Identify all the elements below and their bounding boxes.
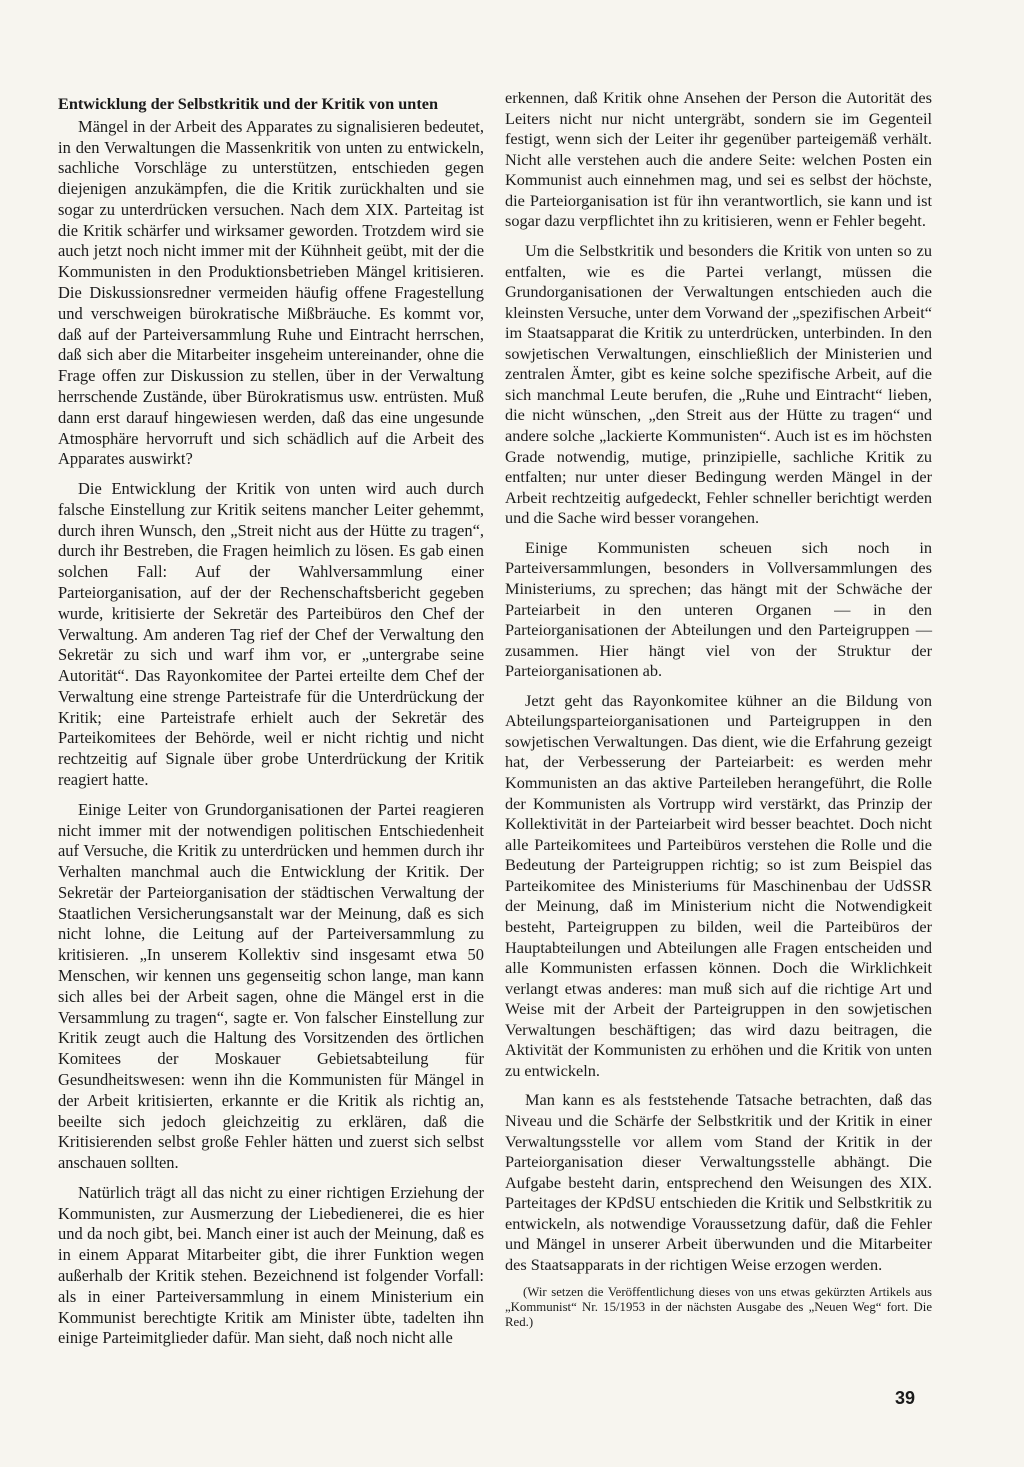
paragraph: Mängel in der Arbeit des Apparates zu signalisieren bedeutet, in den Verwaltungen die Massenkritik von unten zu entwickeln, sachliche Vorschläge zu unterstützen, entschieden gegen diejenigen anzukämpfen, die die Kritik zurückhalten und sie sogar zu unterdrücken versuchen. Nach dem XIX. Parteitag ist die Kritik schärfer und wirksamer geworden. Trotzdem wird sie auch jetzt noch nicht immer mit der Kühnheit geübt, mit der die Kommunisten in den Produktionsbetrieben Mängel kritisieren. Die Diskussionsredner vermeiden häufig offene Fragestellung und verschweigen bürokratische Mißbräuche. Es kommt vor, daß auf der Parteiversammlung Ruhe und Eintracht herrschen, daß sich aber die Mitarbeiter insgeheim untereinander, ohne die Frage offen zur Diskussion zu stellen, über in der Verwaltung herrschende Zustände, über Bürokratismus usw. entrüsten. Muß dann erst darauf hingewiesen werden, daß das eine ungesunde Atmosphäre hervorruft und sich schädlich auf die Arbeit des Apparates auswirkt? bbox=[58, 116, 484, 469]
paragraph: Jetzt geht das Rayonkomitee kühner an die Bildung von Abteilungsparteiorganisationen und Parteigruppen in den sowjetischen Verwaltungen. Das dient, wie die Erfahrung gezeigt hat, der Verbesserung der Parteiarbeit: es werden mehr Kommunisten an das aktive Parteileben herangeführt, die Rolle der Kommunisten als Vortrupp wird verstärkt, das Prinzip der Kollektivität in der Parteiarbeit wird besser beachtet. Doch nicht alle Parteikomitees und Parteibüros verstehen die Rolle und die Bedeutung der Parteigruppen richtig; so ist zum Beispiel das Parteikomitee des Ministeriums für Maschinenbau der UdSSR der Meinung, daß im Ministerium nicht die Notwendigkeit besteht, Parteigruppen zu bilden, weil die Parteibüros der Hauptabteilungen und Abteilungen alle Fragen entscheiden und alle Kommunisten erfassen können. Doch die Wirklichkeit verlangt etwas anderes: man muß sich auf die richtige Art und Weise mit der Arbeit der Parteigruppen in den sowjetischen Verwaltungen beschäftigen; das wird dazu beitragen, die Aktivität der Kommunisten zu erhöhen und die Kritik von unten zu entwickeln. bbox=[505, 690, 932, 1080]
paragraph: Die Entwicklung der Kritik von unten wird auch durch falsche Einstellung zur Kritik seitens mancher Leiter gehemmt, durch ihren Wunsch, den „Streit nicht aus der Hütte zu tragen“, durch ihr Bestreben, die Fragen heimlich zu lösen. Es gab einen solchen Fall: Auf der Wahlversammlung einer Parteiorganisation, auf der der Rechenschaftsbericht gegeben wurde, kritisierte der Sekretär des Parteibüros den Chef der Verwaltung. Am anderen Tag rief der Chef der Verwaltung den Sekretär zu sich und warf ihm vor, er „untergrabe seine Autorität“. Das Rayonkomitee der Partei erteilte dem Chef der Verwaltung eine strenge Parteistrafe für die Unterdrückung der Kritik; eine Parteistrafe erhielt auch der Sekretär des Parteikomitees der Behörde, weil er nicht richtig und nicht rechtzeitig auf Signale über grobe Unterdrückung der Kritik reagiert hatte. bbox=[58, 479, 484, 789]
left-column bbox=[58, 88, 484, 1358]
paragraph: Natürlich trägt all das nicht zu einer richtigen Erziehung der Kommunisten, zur Ausmerzung der Liebedienerei, die es hier und da noch gibt, bei. Manch einer ist auch der Meinung, daß es in einem Apparat Mitarbeiter gibt, die ihrer Funktion wegen außerhalb der Kritik stehen. Bezeichnend ist folgender Vorfall: als in einer Parteiversammlung in einem Ministerium ein Kommunist berechtigte Kritik am Minister übte, tadelten ihn einige Parteimitglieder dafür. Man sieht, daß noch nicht alle bbox=[58, 1182, 484, 1348]
paragraph: Man kann es als feststehende Tatsache betrachten, daß das Niveau und die Schärfe der Selbstkritik und der Kritik in einer Verwaltungsstelle vor allem vom Stand der Kritik in der Parteiorganisation dieser Verwaltungsstelle abhängt. Die Aufgabe besteht darin, entsprechend den Weisungen des XIX. Parteitages der KPdSU entschieden die Kritik und Selbstkritik zu entwickeln, als notwendige Voraussetzung dafür, daß die Fehler und Mängel in unserer Arbeit überwunden und die Mitarbeiter des Staatsapparats in der richtigen Weise erzogen werden. bbox=[505, 1090, 932, 1274]
paragraph-continuation: erkennen, daß Kritik ohne Ansehen der Person die Autorität des Leiters nicht nur nicht untergräbt, sondern sie im Gegenteil festigt, wenn sich der Leiter ihr gegenüber parteigemäß verhält. Nicht alle verstehen auch die andere Seite: welchen Posten ein Kommunist auch einnehmen mag, und sei es selbst der höchste, die Parteiorganisation ist für ihn verantwortlich, sie kann und ist sogar dazu verpflichtet ihn zu kritisieren, wenn er Fehler begeht. bbox=[505, 88, 932, 231]
paragraph: Um die Selbstkritik und besonders die Kritik von unten so zu entfalten, wie es die Partei verlangt, müssen die Grundorganisationen der Verwaltungen entschieden auch die kleinsten Versuche, unter dem Vorwand der „spezifischen Arbeit“ im Staatsapparat die Kritik zu unterdrücken, unterbinden. In den sowjetischen Verwaltungen, einschließlich der Ministerien und zentralen Ämter, gibt es keine solche spezifische Arbeit, auf die sich manchmal Leute berufen, die „Ruhe und Eintracht“ lieben, die nicht wünschen, „den Streit aus der Hütte zu tragen“ und andere solche „lackierte Kommunisten“. Auch ist es im höchsten Grade notwendig, mutige, prinzipielle, sachliche Kritik zu entfalten; nur unter dieser Bedingung werden Mängel in der Arbeit rechtzeitig aufgedeckt, Fehler schneller berichtigt werden und die Sache wird besser vorangehen. bbox=[505, 240, 932, 528]
editor-note: (Wir setzen die Veröffentlichung dieses von uns etwas gekürzten Artikels aus „Kommunist“ Nr. 15/1953 in der nächsten Ausgabe des „Neuen Weg“ fort. Die Red.) bbox=[505, 1284, 932, 1329]
paragraph: Einige Leiter von Grundorganisationen der Partei reagieren nicht immer mit der notwendigen politischen Entschiedenheit auf Versuche, die Kritik zu unterdrücken und hemmen durch ihr Verhalten manchmal auch die Entwicklung der Kritik. Der Sekretär der Parteiorganisation der städtischen Verwaltung der Staatlichen Versicherungsanstalt war der Meinung, daß es sich nicht lohne, die Leitung auf der Parteiversammlung zu kritisieren. „In unserem Kollektiv sind insgesamt etwa 50 Menschen, wir kennen uns gegenseitig schon lange, man kann sich alles bei der Arbeit sagen, ohne die Mängel erst in die Versammlung zu tragen“, sagte er. Von falscher Einstellung zur Kritik zeugt auch die Haltung des Vorsitzenden des örtlichen Komitees der Moskauer Gebietsabteilung für Gesundheitswesen: wenn ihn die Kommunisten für Mängel in der Arbeit kritisierten, erkannte er die Kritik als richtig an, beeilte sich jedoch gleichzeitig zu erklären, daß die Kritisierenden selbst große Fehler hätten und zuerst sich selbst anschauen sollten. bbox=[58, 799, 484, 1173]
paragraph: Einige Kommunisten scheuen sich noch in Parteiversammlungen, besonders in Vollversammlungen des Ministeriums, zu sprechen; das hängt mit der Schwäche der Parteiarbeit in den unteren Organen — in den Parteiorganisationen der Abteilungen und den Parteigruppen — zusammen. Hier hängt viel von der Struktur der Parteiorganisationen ab. bbox=[505, 537, 932, 681]
section-heading: Entwicklung der Selbstkritik und der Kritik von unten bbox=[58, 95, 439, 113]
right-column bbox=[505, 88, 932, 1330]
page-number: 39 bbox=[895, 1388, 916, 1408]
